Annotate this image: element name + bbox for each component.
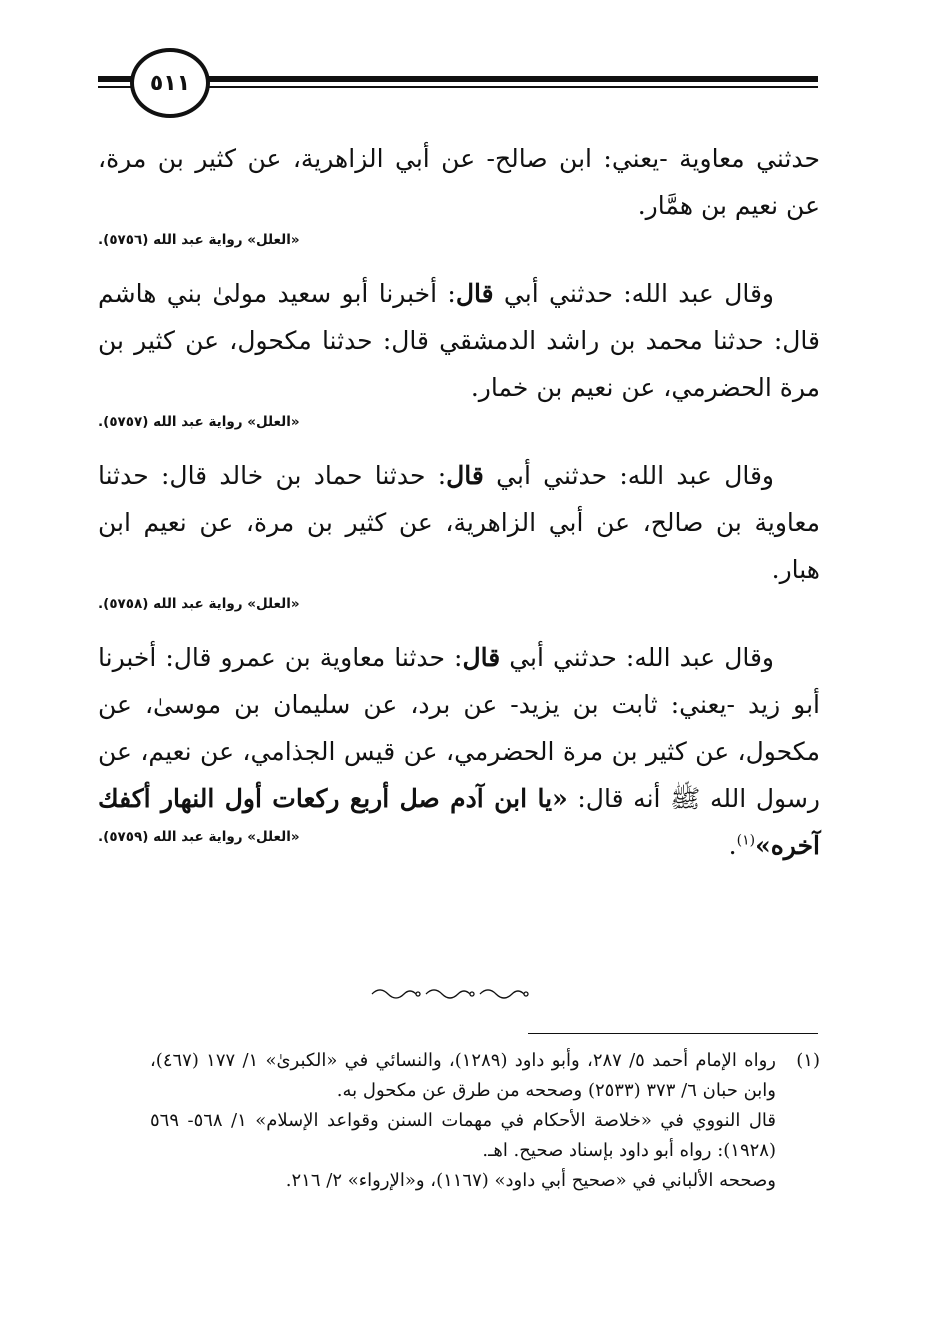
paragraph-lead: وقال عبد الله: حدثني أبي [500,643,775,672]
page-header [98,48,818,118]
footnote-line: وصححه الألباني في «صحيح أبي داود» (١١٦٧)، و«الإرواء» ٢/ ٢١٦. [285,1170,776,1191]
paragraph-lead: وقال عبد الله: حدثني أبي [483,461,775,490]
header-rule [198,86,818,88]
paragraph-end: . [728,831,737,860]
footnote-marker: (١) [736,832,756,849]
footnote [150,1046,820,1196]
paragraph-2 [98,270,820,411]
paragraph-text: حدثني معاوية -يعني: ابن صالح- عن أبي الزاهرية، عن كثير بن مرة، عن نعيم بن همَّار. [98,144,820,220]
footnote-body [150,1046,776,1196]
source-reference: «العلل» رواية عبد الله (٥٧٥٨). [98,596,300,612]
footnote-number: (١) [796,1050,820,1071]
hadith-quote: «يا ابن آدم صل أربع ركعات أول النهار أكفك آخره» [98,784,820,860]
main-text [98,135,820,867]
paragraph-text: : أخبرنا أبو سعيد مولىٰ بني هاشم قال: حدثنا محمد بن راشد الدمشقي قال: حدثنا مكحول، عن كثير بن مرة الحضرمي، عن نعيم بن خمار. [98,279,820,402]
paragraph-1 [98,135,820,229]
paragraph-lead: وقال عبد الله: حدثني أبي [493,279,774,308]
footnote-separator [528,1033,818,1034]
footnotes [150,1046,820,1196]
source-reference: «العلل» رواية عبد الله (٥٧٥٧). [98,414,300,430]
paragraph-lead-bold: قال [455,279,494,308]
footnote-line: قال النووي في «خلاصة الأحكام في مهمات السنن وقواعد الإسلام» ١/ ٥٦٨- ٥٦٩ (١٩٢٨): رواه أبو داود بإسناد صحيح. اهـ. [150,1110,776,1161]
source-reference: «العلل» رواية عبد الله (٥٧٥٩). [98,829,300,845]
paragraph-lead-bold: قال [462,643,501,672]
header-rule [198,76,818,82]
source-reference: «العلل» رواية عبد الله (٥٧٥٦). [98,232,300,248]
paragraph-text: : حدثنا معاوية بن عمرو قال: أخبرنا أبو زيد -يعني: ثابت بن يزيد- عن برد، عن سليمان بن موسىٰ، عن مكحول، عن كثير بن مرة الحضرمي، عن قيس الجذامي، عن نعيم، عن رسول الله ﷺ أنه قال: [98,643,820,813]
divider-ornament [368,985,532,1003]
paragraph-lead-bold: قال [446,461,484,490]
page-number: ٥١١ [130,48,210,118]
footnote-line: رواه الإمام أحمد ٥/ ٢٨٧، وأبو داود (١٢٨٩)، والنسائي في «الكبرىٰ» ١/ ١٧٧ (٤٦٧)، وابن حبان ٦/ ٣٧٣ (٢٥٣٣) وصححه من طرق عن مكحول به. [150,1050,776,1101]
paragraph-3 [98,452,820,593]
paragraph-text: : حدثنا حماد بن خالد قال: حدثنا معاوية بن صالح، عن أبي الزاهرية، عن كثير بن مرة، عن نعيم ابن هبار. [98,461,820,584]
